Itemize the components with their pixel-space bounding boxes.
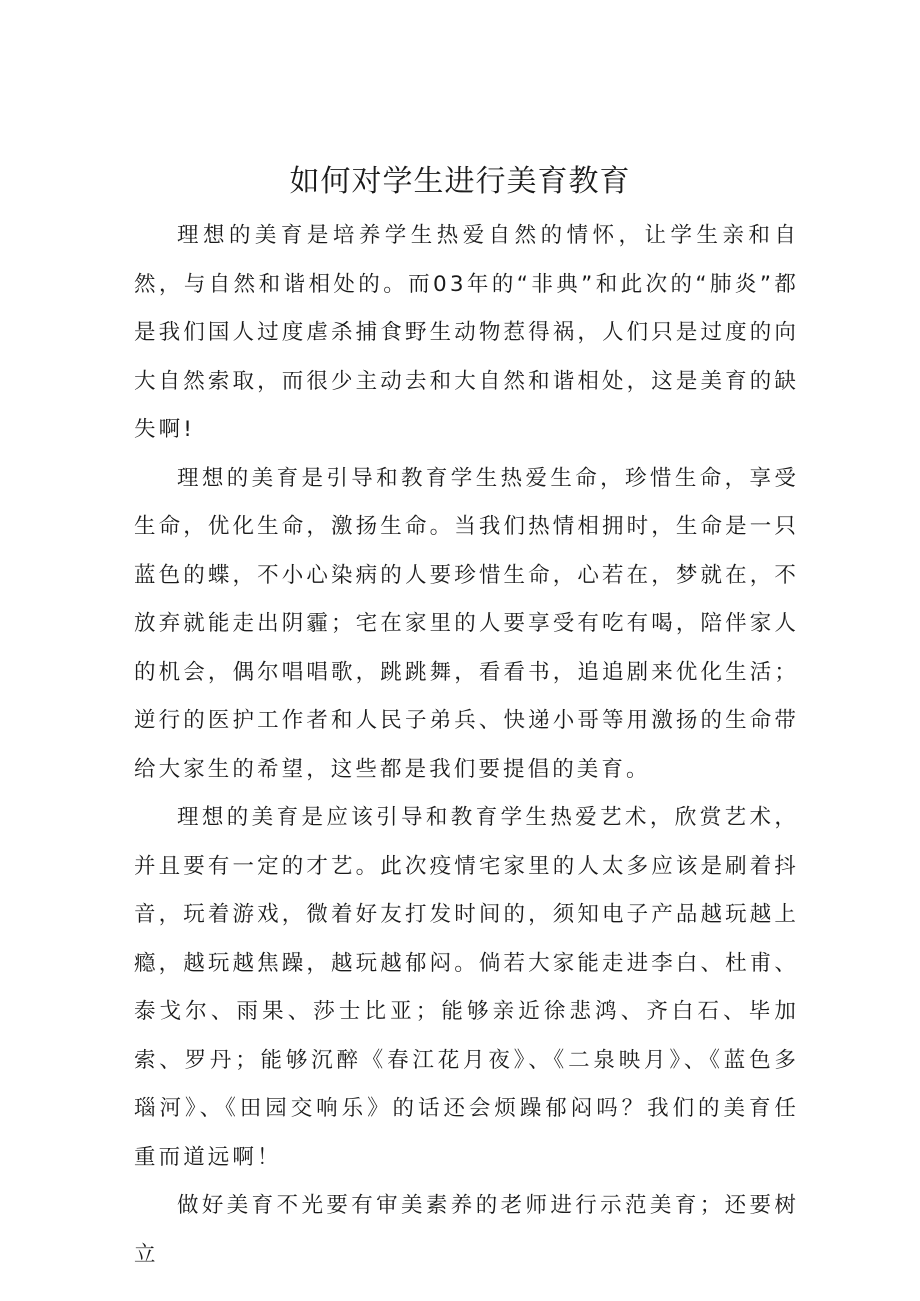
paragraph-art: 理想的美育是应该引导和教育学生热爱艺术，欣赏艺术，并且要有一定的才艺。此次疫情宅家里的人太多应该是刷着抖音，玩着游戏，微着好友打发时间的，须知电子产品越玩越上瘾，越玩越焦躁，越玩越郁闷。倘若大家能走进李白、杜甫、泰戈尔、雨果、莎士比亚；能够亲近徐悲鸿、齐白石、毕加索、罗丹；能够沉醉《春江花月夜》、《二泉映月》、《蓝色多瑙河》、《田园交响乐》的话还会烦躁郁闷吗？我们的美育任重而道远啊！ xyxy=(134,805,799,1170)
paragraph-nature: 理想的美育是培养学生热爱自然的情怀，让学生亲和自然，与自然和谐相处的。而03年的“非典”和此次的“肺炎”都是我们国人过度虐杀捕食野生动物惹得祸，人们只是过度的向大自然索取，而很少主动去和大自然和谐相处，这是美育的缺失啊! xyxy=(134,223,799,442)
paragraph-teachers: 做好美育不光要有审美素养的老师进行示范美育；还要树立 xyxy=(134,1193,799,1267)
paragraph-life: 理想的美育是引导和教育学生热爱生命，珍惜生命，享受生命，优化生命，激扬生命。当我们热情相拥时，生命是一只蓝色的蝶，不小心染病的人要珍惜生命，心若在，梦就在，不放弃就能走出阴霾；宅在家里的人要享受有吃有喝，陪伴家人的机会，偶尔唱唱歌，跳跳舞，看看书，追追剧来优化生活；逆行的医护工作者和人民子弟兵、快递小哥等用激扬的生命带给大家生的希望，这些都是我们要提倡的美育。 xyxy=(134,465,799,782)
document-body xyxy=(134,212,799,1279)
page-title: 如何对学生进行美育教育 xyxy=(289,164,631,199)
